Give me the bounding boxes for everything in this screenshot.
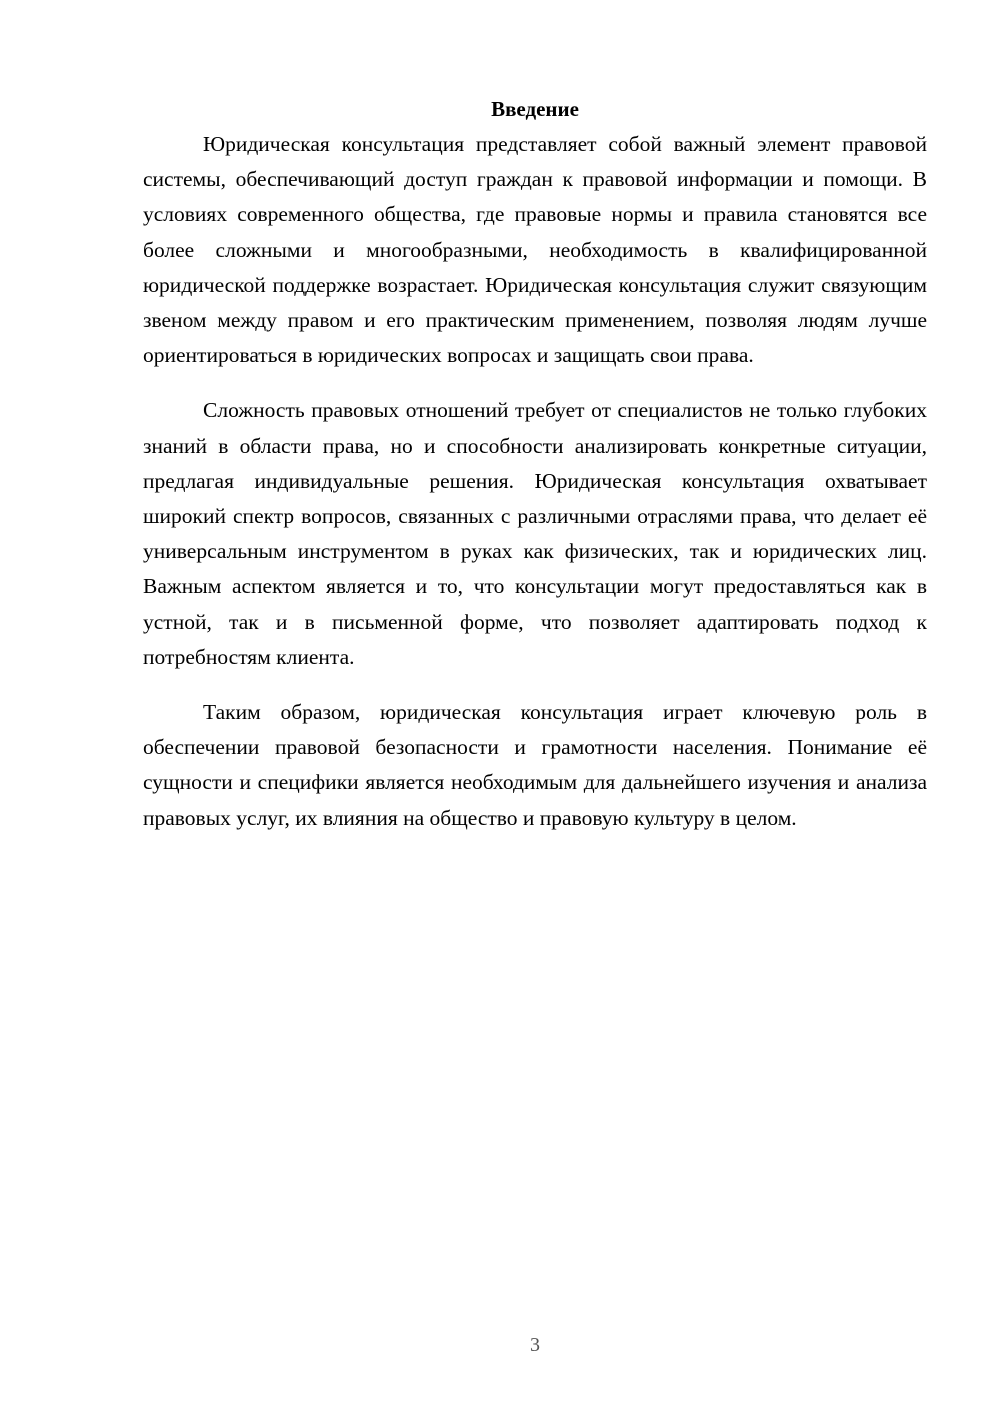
paragraph-1: Юридическая консультация представляет собой важный элемент правовой системы, обеспечивающий доступ граждан к правовой информации и помощи. В условиях современного общества, где правовые нормы и правила становятся все более сложными и многообразными, необходимость в квалифицированной юридической поддержке возрастает. Юридическая консультация служит связующим звеном между правом и его практическим применением, позволяя людям лучше ориентироваться в юридических вопросах и защищать свои права. bbox=[143, 132, 927, 368]
paragraph-3: Таким образом, юридическая консультация играет ключевую роль в обеспечении правовой безопасности и грамотности населения. Понимание её сущности и специфики является необходимым для дальнейшего изучения и анализа правовых услуг, их влияния на общество и правовую культуру в целом. bbox=[143, 700, 927, 830]
page-number: 3 bbox=[530, 1334, 540, 1356]
paragraph-2: Сложность правовых отношений требует от специалистов не только глубоких знаний в области права, но и способности анализировать конкретные ситуации, предлагая индивидуальные решения. Юридическая консультация охватывает широкий спектр вопросов, связанных с различными отраслями права, что делает её универсальным инструментом в руках как физических, так и юридических лиц. Важным аспектом является и то, что консультации могут предоставляться как в устной, так и в письменной форме, что позволяет адаптировать подход к потребностям клиента. bbox=[143, 398, 927, 669]
page-body bbox=[143, 92, 927, 836]
section-title: Введение bbox=[491, 97, 579, 121]
